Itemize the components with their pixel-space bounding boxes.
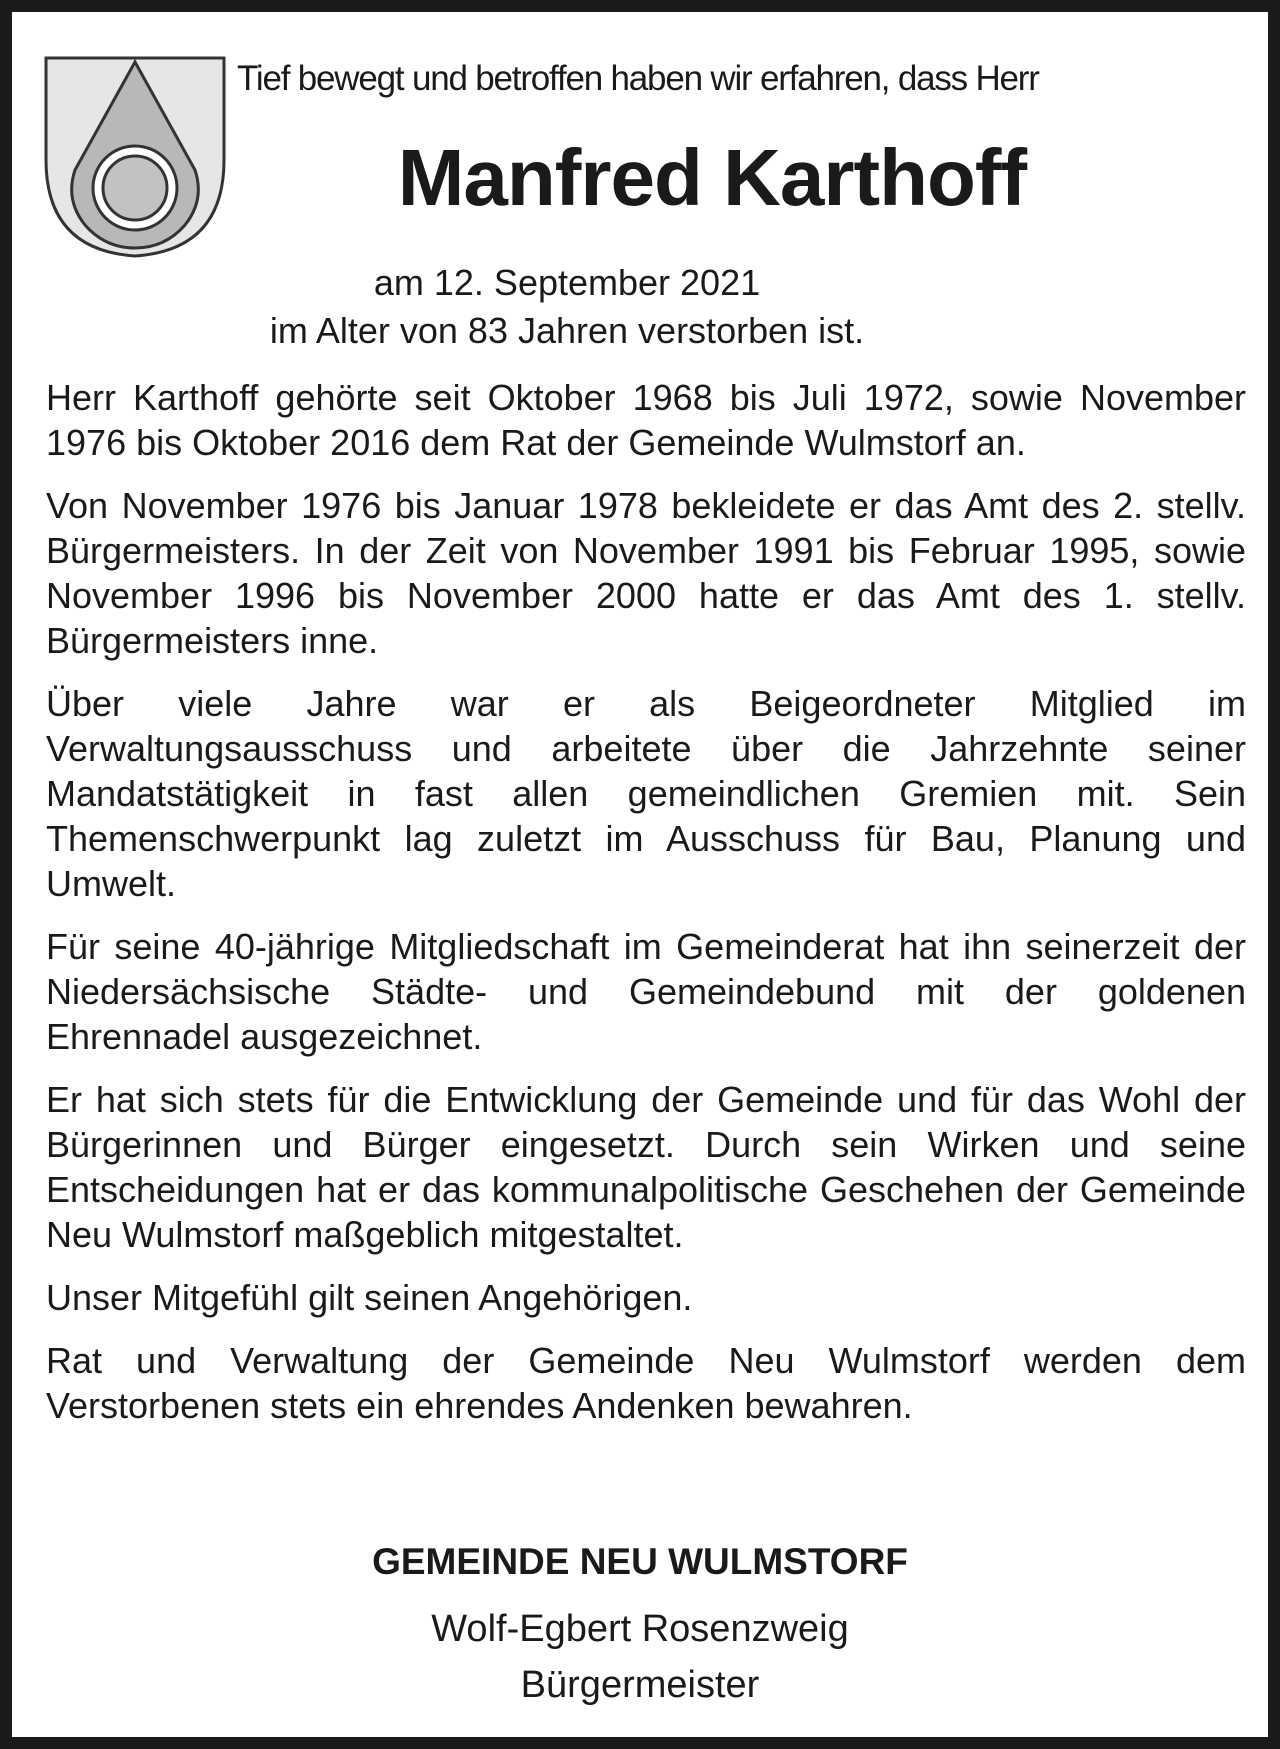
body-paragraph: Für seine 40-jährige Mitgliedschaft im Gemeinderat hat ihn seinerzeit der Niedersächsische Städte- und Gemeindebund mit der goldenen Ehrennadel ausgezeichnet. [46,926,1246,1057]
body-paragraph: Rat und Verwaltung der Gemeinde Neu Wulmstorf werden dem Verstorbenen stets ein ehrendes Andenken bewahren. [46,1340,1246,1426]
body-paragraph: Unser Mitgefühl gilt seinen Angehörigen. [46,1277,693,1318]
signature-person: Wolf-Egbert Rosenzweig [431,1608,849,1650]
age-line: im Alter von 83 Jahren verstorben ist. [269,310,865,351]
intro-text: Tief bewegt und betroffen haben wir erfahren, dass Herr [237,59,1039,98]
signature-role: Bürgermeister [520,1664,760,1706]
municipal-coat-of-arms-icon [40,50,230,260]
body-paragraph: Herr Karthoff gehörte seit Oktober 1968 bis Juli 1972, sowie November 1976 bis Oktober 2016 dem Rat der Gemeinde Wulmstorf an. [46,377,1246,463]
body-paragraph: Von November 1976 bis Januar 1978 bekleidete er das Amt des 2. stellv. Bürgermeisters. In der Zeit von November 1991 bis Februar 1995, sowie November 1996 bis November 2000 hatte er das Amt des 1. stellv. Bürgermeisters inne. [46,485,1246,661]
obituary-body [46,375,1246,1446]
body-paragraph: Er hat sich stets für die Entwicklung der Gemeinde und für das Wohl der Bürgerinnen und Bürger eingesetzt. Durch sein Wirken und seine Entscheidungen hat er das kommunalpolitische Geschehen der Gemeinde Neu Wulmstorf maßgeblich mitgestaltet. [46,1079,1246,1255]
body-paragraph: Über viele Jahre war er als Beigeordneter Mitglied im Verwaltungsausschuss und arbeitete über die Jahrzehnte seiner Mandatstätigkeit in fast allen gemeindlichen Gremien mit. Sein Themenschwerpunkt lag zuletzt im Ausschuss für Bau, Planung und Umwelt. [46,683,1246,904]
signature-organization: GEMEINDE NEU WULMSTORF [372,1541,908,1582]
death-date: am 12. September 2021 [373,262,761,303]
deceased-name: Manfred Karthoff [397,133,1027,222]
